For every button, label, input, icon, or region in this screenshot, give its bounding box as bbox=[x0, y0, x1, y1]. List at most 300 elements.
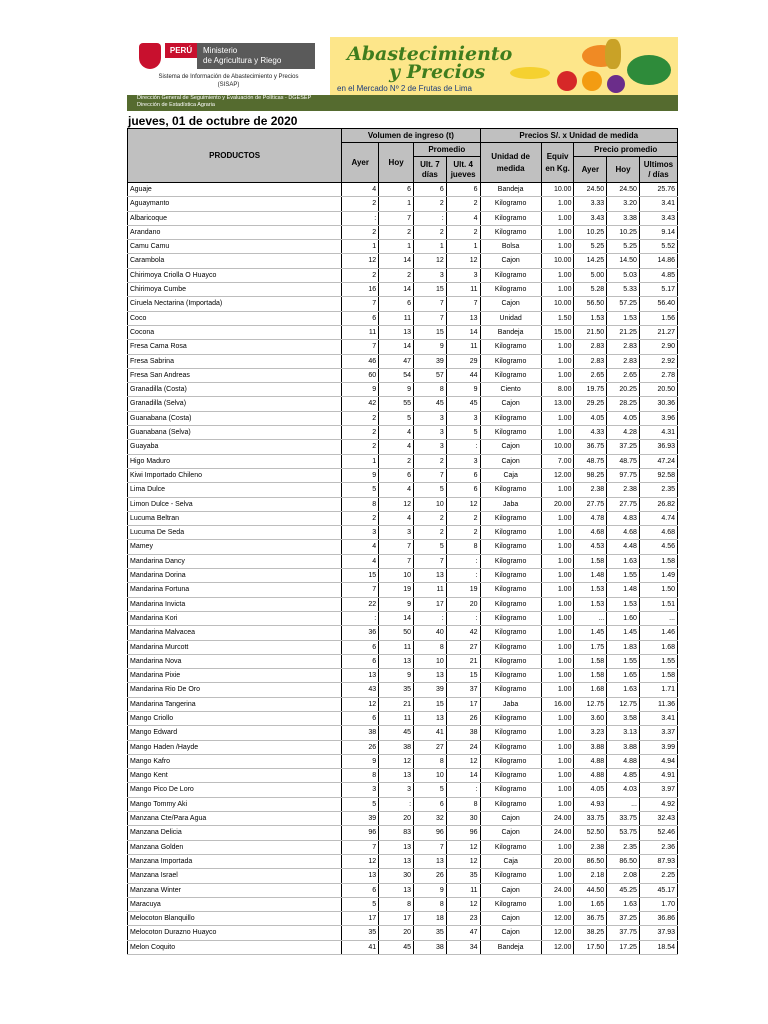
vol-hoy: 47 bbox=[379, 354, 414, 368]
price-ayer: 29.25 bbox=[574, 397, 607, 411]
price-ayer: 1.58 bbox=[574, 654, 607, 668]
ministry-line1: Ministerio bbox=[203, 46, 238, 55]
vol-hoy: 35 bbox=[379, 683, 414, 697]
price-ayer: 4.78 bbox=[574, 511, 607, 525]
price-ultimos: 2.90 bbox=[639, 340, 677, 354]
footer-line1: Dirección General de Seguimiento y Evaluación de Políticas - DGESEP bbox=[137, 95, 312, 101]
product-name: Limon Dulce - Selva bbox=[128, 497, 342, 511]
table-row bbox=[128, 183, 678, 197]
table-row bbox=[128, 897, 678, 911]
vol-ayer: 42 bbox=[342, 397, 379, 411]
product-name: Camu Camu bbox=[128, 240, 342, 254]
price-ultimos: 1.49 bbox=[639, 569, 677, 583]
vol-ayer: 9 bbox=[342, 468, 379, 482]
col-ult4: Ult. 4 jueves bbox=[446, 157, 480, 183]
vol-ult7: 41 bbox=[414, 726, 447, 740]
unit: Cajon bbox=[480, 812, 541, 826]
price-hoy: 27.75 bbox=[607, 497, 640, 511]
vol-ult7: 5 bbox=[414, 783, 447, 797]
vol-ayer: 8 bbox=[342, 769, 379, 783]
price-ultimos: 2.78 bbox=[639, 368, 677, 382]
price-ultimos: 1.68 bbox=[639, 640, 677, 654]
equiv-kg: 15.00 bbox=[541, 325, 574, 339]
unit: Kilogramo bbox=[480, 597, 541, 611]
equiv-kg: 12.00 bbox=[541, 926, 574, 940]
vol-ayer: 17 bbox=[342, 912, 379, 926]
vol-ult4: 38 bbox=[446, 726, 480, 740]
table-row bbox=[128, 869, 678, 883]
vol-ult4: 4 bbox=[446, 211, 480, 225]
col-precio-promedio: Precio promedio bbox=[574, 143, 678, 157]
price-ultimos: 3.41 bbox=[639, 197, 677, 211]
vol-ayer: 7 bbox=[342, 840, 379, 854]
vol-ult7: 1 bbox=[414, 240, 447, 254]
vol-hoy: 55 bbox=[379, 397, 414, 411]
equiv-kg: 1.00 bbox=[541, 368, 574, 382]
table-row bbox=[128, 611, 678, 625]
price-hoy: 3.38 bbox=[607, 211, 640, 225]
price-ultimos: 4.56 bbox=[639, 540, 677, 554]
banner-footer-strip bbox=[127, 95, 678, 111]
table-row bbox=[128, 683, 678, 697]
banana-icon bbox=[510, 67, 550, 79]
price-hoy: 4.03 bbox=[607, 783, 640, 797]
equiv-kg: 1.00 bbox=[541, 426, 574, 440]
unit: Kilogramo bbox=[480, 540, 541, 554]
vol-ult7: 8 bbox=[414, 897, 447, 911]
equiv-kg: 7.00 bbox=[541, 454, 574, 468]
product-name: Kiwi Importado Chileno bbox=[128, 468, 342, 482]
vol-hoy: 2 bbox=[379, 225, 414, 239]
vol-hoy: : bbox=[379, 797, 414, 811]
vol-ayer: 2 bbox=[342, 225, 379, 239]
table-row bbox=[128, 368, 678, 382]
table-header bbox=[128, 129, 678, 183]
price-hoy: 53.75 bbox=[607, 826, 640, 840]
price-hoy: 57.25 bbox=[607, 297, 640, 311]
vol-ult4: 9 bbox=[446, 383, 480, 397]
table-row bbox=[128, 440, 678, 454]
price-ayer: 17.50 bbox=[574, 940, 607, 954]
vol-ayer: 5 bbox=[342, 483, 379, 497]
price-ayer: 1.58 bbox=[574, 554, 607, 568]
price-ultimos: 2.36 bbox=[639, 840, 677, 854]
price-ayer: 4.68 bbox=[574, 526, 607, 540]
equiv-kg: 1.00 bbox=[541, 797, 574, 811]
vol-ult4: 37 bbox=[446, 683, 480, 697]
price-ayer: 3.23 bbox=[574, 726, 607, 740]
vol-ult4: 14 bbox=[446, 325, 480, 339]
price-ayer: 1.48 bbox=[574, 569, 607, 583]
table-row bbox=[128, 812, 678, 826]
vol-ult4: 7 bbox=[446, 297, 480, 311]
equiv-kg: 24.00 bbox=[541, 883, 574, 897]
vol-ayer: 2 bbox=[342, 197, 379, 211]
equiv-kg: 1.00 bbox=[541, 240, 574, 254]
product-name: Mango Kafro bbox=[128, 754, 342, 768]
price-hoy: 1.45 bbox=[607, 626, 640, 640]
vol-ult4: 12 bbox=[446, 254, 480, 268]
price-ayer: 5.25 bbox=[574, 240, 607, 254]
equiv-kg: 1.00 bbox=[541, 554, 574, 568]
price-ultimos: 4.94 bbox=[639, 754, 677, 768]
col-volumen: Volumen de ingreso (t) bbox=[342, 129, 480, 143]
price-ultimos: 1.58 bbox=[639, 554, 677, 568]
vol-hoy: 10 bbox=[379, 569, 414, 583]
vol-ult7: 10 bbox=[414, 654, 447, 668]
product-name: Manzana Importada bbox=[128, 854, 342, 868]
price-hoy: 1.65 bbox=[607, 669, 640, 683]
table-row bbox=[128, 426, 678, 440]
price-hoy: 14.50 bbox=[607, 254, 640, 268]
vol-ayer: 5 bbox=[342, 797, 379, 811]
vol-ult7: 2 bbox=[414, 225, 447, 239]
vol-ult4: : bbox=[446, 569, 480, 583]
vol-ayer: : bbox=[342, 611, 379, 625]
product-name: Fresa Sabrina bbox=[128, 354, 342, 368]
vol-ult7: 3 bbox=[414, 426, 447, 440]
vol-ayer: 9 bbox=[342, 383, 379, 397]
price-ayer: 4.33 bbox=[574, 426, 607, 440]
vol-ult7: 8 bbox=[414, 640, 447, 654]
unit: Cajon bbox=[480, 912, 541, 926]
vol-hoy: 2 bbox=[379, 268, 414, 282]
product-name: Mandarina Kori bbox=[128, 611, 342, 625]
vol-hoy: 6 bbox=[379, 183, 414, 197]
price-hoy: 5.33 bbox=[607, 283, 640, 297]
vol-ayer: 60 bbox=[342, 368, 379, 382]
price-hoy: 37.25 bbox=[607, 912, 640, 926]
apple-icon bbox=[557, 71, 577, 91]
vol-ayer: 3 bbox=[342, 526, 379, 540]
equiv-kg: 16.00 bbox=[541, 697, 574, 711]
equiv-kg: 1.00 bbox=[541, 411, 574, 425]
ministry-logo bbox=[197, 43, 315, 69]
vol-ult7: 15 bbox=[414, 697, 447, 711]
vol-ult4: 29 bbox=[446, 354, 480, 368]
product-name: Mandarina Murcott bbox=[128, 640, 342, 654]
vol-hoy: 9 bbox=[379, 383, 414, 397]
vol-ult7: 2 bbox=[414, 526, 447, 540]
vol-ayer: 22 bbox=[342, 597, 379, 611]
vol-ult7: 2 bbox=[414, 511, 447, 525]
equiv-kg: 10.00 bbox=[541, 254, 574, 268]
vol-ult4: 8 bbox=[446, 797, 480, 811]
equiv-kg: 1.00 bbox=[541, 211, 574, 225]
vol-hoy: 14 bbox=[379, 283, 414, 297]
vol-ult4: 6 bbox=[446, 183, 480, 197]
price-ultimos: 47.24 bbox=[639, 454, 677, 468]
price-ayer: 1.53 bbox=[574, 583, 607, 597]
price-ayer: 36.75 bbox=[574, 440, 607, 454]
product-name: Mandarina Malvacea bbox=[128, 626, 342, 640]
vol-hoy: 7 bbox=[379, 540, 414, 554]
price-ayer: 4.93 bbox=[574, 797, 607, 811]
vol-ult7: 6 bbox=[414, 183, 447, 197]
price-hoy: 4.48 bbox=[607, 540, 640, 554]
price-ayer: 1.45 bbox=[574, 626, 607, 640]
price-hoy: 1.63 bbox=[607, 897, 640, 911]
vol-hoy: 11 bbox=[379, 640, 414, 654]
vol-ayer: 12 bbox=[342, 697, 379, 711]
peru-badge: PERÚ bbox=[165, 43, 197, 58]
equiv-kg: 1.00 bbox=[541, 583, 574, 597]
unit: Kilogramo bbox=[480, 640, 541, 654]
equiv-kg: 12.00 bbox=[541, 912, 574, 926]
unit: Caja bbox=[480, 854, 541, 868]
vol-hoy: 4 bbox=[379, 483, 414, 497]
table-row bbox=[128, 640, 678, 654]
price-ultimos: 1.50 bbox=[639, 583, 677, 597]
unit: Cajon bbox=[480, 883, 541, 897]
product-name: Mandarina Dancy bbox=[128, 554, 342, 568]
col-precio-hoy: Hoy bbox=[607, 157, 640, 183]
price-ayer: 3.60 bbox=[574, 711, 607, 725]
vol-ayer: 7 bbox=[342, 297, 379, 311]
price-ultimos: 11.36 bbox=[639, 697, 677, 711]
price-ayer: 1.53 bbox=[574, 311, 607, 325]
table-row bbox=[128, 497, 678, 511]
vol-ult4: 2 bbox=[446, 225, 480, 239]
vol-hoy: 45 bbox=[379, 940, 414, 954]
price-ultimos: 4.74 bbox=[639, 511, 677, 525]
equiv-kg: 20.00 bbox=[541, 497, 574, 511]
vol-ult7: 7 bbox=[414, 554, 447, 568]
table-row bbox=[128, 526, 678, 540]
vol-hoy: 7 bbox=[379, 211, 414, 225]
product-name: Arandano bbox=[128, 225, 342, 239]
equiv-kg: 10.00 bbox=[541, 183, 574, 197]
price-ayer: 2.38 bbox=[574, 483, 607, 497]
price-hoy: 2.83 bbox=[607, 340, 640, 354]
vol-ayer: 12 bbox=[342, 854, 379, 868]
col-ayer: Ayer bbox=[342, 143, 379, 183]
price-ayer: 4.53 bbox=[574, 540, 607, 554]
price-ultimos: 3.99 bbox=[639, 740, 677, 754]
vol-ult4: 8 bbox=[446, 540, 480, 554]
price-hoy: 97.75 bbox=[607, 468, 640, 482]
unit: Kilogramo bbox=[480, 840, 541, 854]
product-name: Manzana Cte/Para Agua bbox=[128, 812, 342, 826]
price-ayer: 56.50 bbox=[574, 297, 607, 311]
vol-hoy: 1 bbox=[379, 240, 414, 254]
product-name: Chirimoya Criolla O Huayco bbox=[128, 268, 342, 282]
price-ultimos: 3.41 bbox=[639, 711, 677, 725]
price-ayer: 4.05 bbox=[574, 783, 607, 797]
equiv-kg: 10.00 bbox=[541, 440, 574, 454]
unit: Bandeja bbox=[480, 325, 541, 339]
price-hoy: ... bbox=[607, 797, 640, 811]
vol-ult7: 13 bbox=[414, 854, 447, 868]
vol-hoy: 21 bbox=[379, 697, 414, 711]
unit: Unidad bbox=[480, 311, 541, 325]
price-ayer: 5.28 bbox=[574, 283, 607, 297]
product-name: Mango Edward bbox=[128, 726, 342, 740]
vol-ult7: 7 bbox=[414, 468, 447, 482]
vol-hoy: 9 bbox=[379, 669, 414, 683]
price-hoy: 4.88 bbox=[607, 754, 640, 768]
product-name: Coco bbox=[128, 311, 342, 325]
price-ayer: 48.75 bbox=[574, 454, 607, 468]
table-row bbox=[128, 583, 678, 597]
table-row bbox=[128, 454, 678, 468]
vol-ult4: 11 bbox=[446, 883, 480, 897]
price-ultimos: 4.31 bbox=[639, 426, 677, 440]
equiv-kg: 1.00 bbox=[541, 569, 574, 583]
table-row bbox=[128, 211, 678, 225]
price-ultimos: 20.50 bbox=[639, 383, 677, 397]
price-ultimos: 36.93 bbox=[639, 440, 677, 454]
vol-ayer: 4 bbox=[342, 183, 379, 197]
vol-ult7: 57 bbox=[414, 368, 447, 382]
price-hoy: 45.25 bbox=[607, 883, 640, 897]
vol-ult7: 8 bbox=[414, 383, 447, 397]
price-ayer: 38.25 bbox=[574, 926, 607, 940]
product-name: Mango Criollo bbox=[128, 711, 342, 725]
price-ayer: 2.18 bbox=[574, 869, 607, 883]
vol-ult4: 34 bbox=[446, 940, 480, 954]
banner-subtitle: en el Mercado Nº 2 de Frutas de Lima bbox=[337, 84, 472, 93]
price-ultimos: 3.43 bbox=[639, 211, 677, 225]
product-name: Mandarina Tangerina bbox=[128, 697, 342, 711]
price-hoy: 2.08 bbox=[607, 869, 640, 883]
product-name: Mandarina Dorina bbox=[128, 569, 342, 583]
equiv-kg: 1.00 bbox=[541, 611, 574, 625]
equiv-kg: 1.00 bbox=[541, 769, 574, 783]
vol-ayer: 43 bbox=[342, 683, 379, 697]
price-ultimos: 1.55 bbox=[639, 654, 677, 668]
table-row bbox=[128, 240, 678, 254]
vol-hoy: 14 bbox=[379, 254, 414, 268]
unit: Jaba bbox=[480, 697, 541, 711]
product-name: Mango Haden /Hayde bbox=[128, 740, 342, 754]
vol-ult7: 39 bbox=[414, 354, 447, 368]
price-ayer: 14.25 bbox=[574, 254, 607, 268]
price-hoy: 24.50 bbox=[607, 183, 640, 197]
price-hoy: 1.60 bbox=[607, 611, 640, 625]
price-ayer: 4.88 bbox=[574, 769, 607, 783]
vol-hoy: 13 bbox=[379, 325, 414, 339]
product-name: Granadilla (Costa) bbox=[128, 383, 342, 397]
vol-ult7: 45 bbox=[414, 397, 447, 411]
unit: Kilogramo bbox=[480, 769, 541, 783]
vol-hoy: 14 bbox=[379, 340, 414, 354]
table-row bbox=[128, 669, 678, 683]
price-hoy: 28.25 bbox=[607, 397, 640, 411]
unit: Kilogramo bbox=[480, 483, 541, 497]
price-ayer: 3.43 bbox=[574, 211, 607, 225]
equiv-kg: 1.00 bbox=[541, 283, 574, 297]
equiv-kg: 1.00 bbox=[541, 726, 574, 740]
equiv-kg: 1.00 bbox=[541, 783, 574, 797]
vol-ult7: 8 bbox=[414, 754, 447, 768]
vol-hoy: 3 bbox=[379, 783, 414, 797]
price-hoy: 20.25 bbox=[607, 383, 640, 397]
equiv-kg: 24.00 bbox=[541, 812, 574, 826]
price-ayer: 98.25 bbox=[574, 468, 607, 482]
vol-ult7: 13 bbox=[414, 711, 447, 725]
vol-ayer: 13 bbox=[342, 869, 379, 883]
vol-ult7: 6 bbox=[414, 797, 447, 811]
unit: Bandeja bbox=[480, 183, 541, 197]
vol-ayer: 4 bbox=[342, 554, 379, 568]
unit: Kilogramo bbox=[480, 283, 541, 297]
unit: Kilogramo bbox=[480, 626, 541, 640]
unit: Kilogramo bbox=[480, 426, 541, 440]
equiv-kg: 12.00 bbox=[541, 940, 574, 954]
banner-title-line2: y Precios bbox=[389, 61, 486, 83]
vol-ayer: 6 bbox=[342, 654, 379, 668]
price-hoy: 4.68 bbox=[607, 526, 640, 540]
vol-hoy: 30 bbox=[379, 869, 414, 883]
product-name: Aguaymanto bbox=[128, 197, 342, 211]
vol-hoy: 13 bbox=[379, 883, 414, 897]
price-hoy: 1.55 bbox=[607, 654, 640, 668]
vol-hoy: 12 bbox=[379, 497, 414, 511]
unit: Kilogramo bbox=[480, 683, 541, 697]
product-name: Carambola bbox=[128, 254, 342, 268]
price-ultimos: 21.27 bbox=[639, 325, 677, 339]
vol-ult4: : bbox=[446, 440, 480, 454]
price-ayer: 3.88 bbox=[574, 740, 607, 754]
table-row bbox=[128, 383, 678, 397]
vol-ult4: 11 bbox=[446, 340, 480, 354]
vol-hoy: 13 bbox=[379, 769, 414, 783]
vol-ult4: 6 bbox=[446, 483, 480, 497]
coat-of-arms-icon bbox=[139, 43, 161, 69]
unit: Kilogramo bbox=[480, 526, 541, 540]
price-ultimos: ... bbox=[639, 611, 677, 625]
product-name: Mango Tommy Aki bbox=[128, 797, 342, 811]
unit: Kilogramo bbox=[480, 740, 541, 754]
table-row bbox=[128, 854, 678, 868]
equiv-kg: 1.00 bbox=[541, 711, 574, 725]
table-row bbox=[128, 697, 678, 711]
unit: Kilogramo bbox=[480, 754, 541, 768]
vol-hoy: 17 bbox=[379, 912, 414, 926]
price-ayer: 86.50 bbox=[574, 854, 607, 868]
table-row bbox=[128, 597, 678, 611]
unit: Cajon bbox=[480, 397, 541, 411]
price-hoy: 48.75 bbox=[607, 454, 640, 468]
unit: Caja bbox=[480, 468, 541, 482]
vol-ult4: 14 bbox=[446, 769, 480, 783]
vol-hoy: 13 bbox=[379, 840, 414, 854]
table-row bbox=[128, 354, 678, 368]
vol-ult4: 35 bbox=[446, 869, 480, 883]
col-productos: PRODUCTOS bbox=[128, 129, 342, 183]
equiv-kg: 1.00 bbox=[541, 511, 574, 525]
vol-ult7: : bbox=[414, 611, 447, 625]
price-hoy: 1.53 bbox=[607, 597, 640, 611]
vol-ayer: 6 bbox=[342, 711, 379, 725]
price-ayer: 2.65 bbox=[574, 368, 607, 382]
vol-hoy: 11 bbox=[379, 711, 414, 725]
price-ayer: 2.83 bbox=[574, 340, 607, 354]
vol-ult4: 5 bbox=[446, 426, 480, 440]
table-row bbox=[128, 511, 678, 525]
price-ultimos: 3.96 bbox=[639, 411, 677, 425]
price-ultimos: 2.35 bbox=[639, 483, 677, 497]
price-ultimos: 2.25 bbox=[639, 869, 677, 883]
price-ultimos: 45.17 bbox=[639, 883, 677, 897]
vol-ult7: 13 bbox=[414, 569, 447, 583]
vol-ayer: 35 bbox=[342, 926, 379, 940]
vol-ult4: 27 bbox=[446, 640, 480, 654]
product-name: Fresa San Andreas bbox=[128, 368, 342, 382]
price-ultimos: 1.70 bbox=[639, 897, 677, 911]
table-row bbox=[128, 311, 678, 325]
